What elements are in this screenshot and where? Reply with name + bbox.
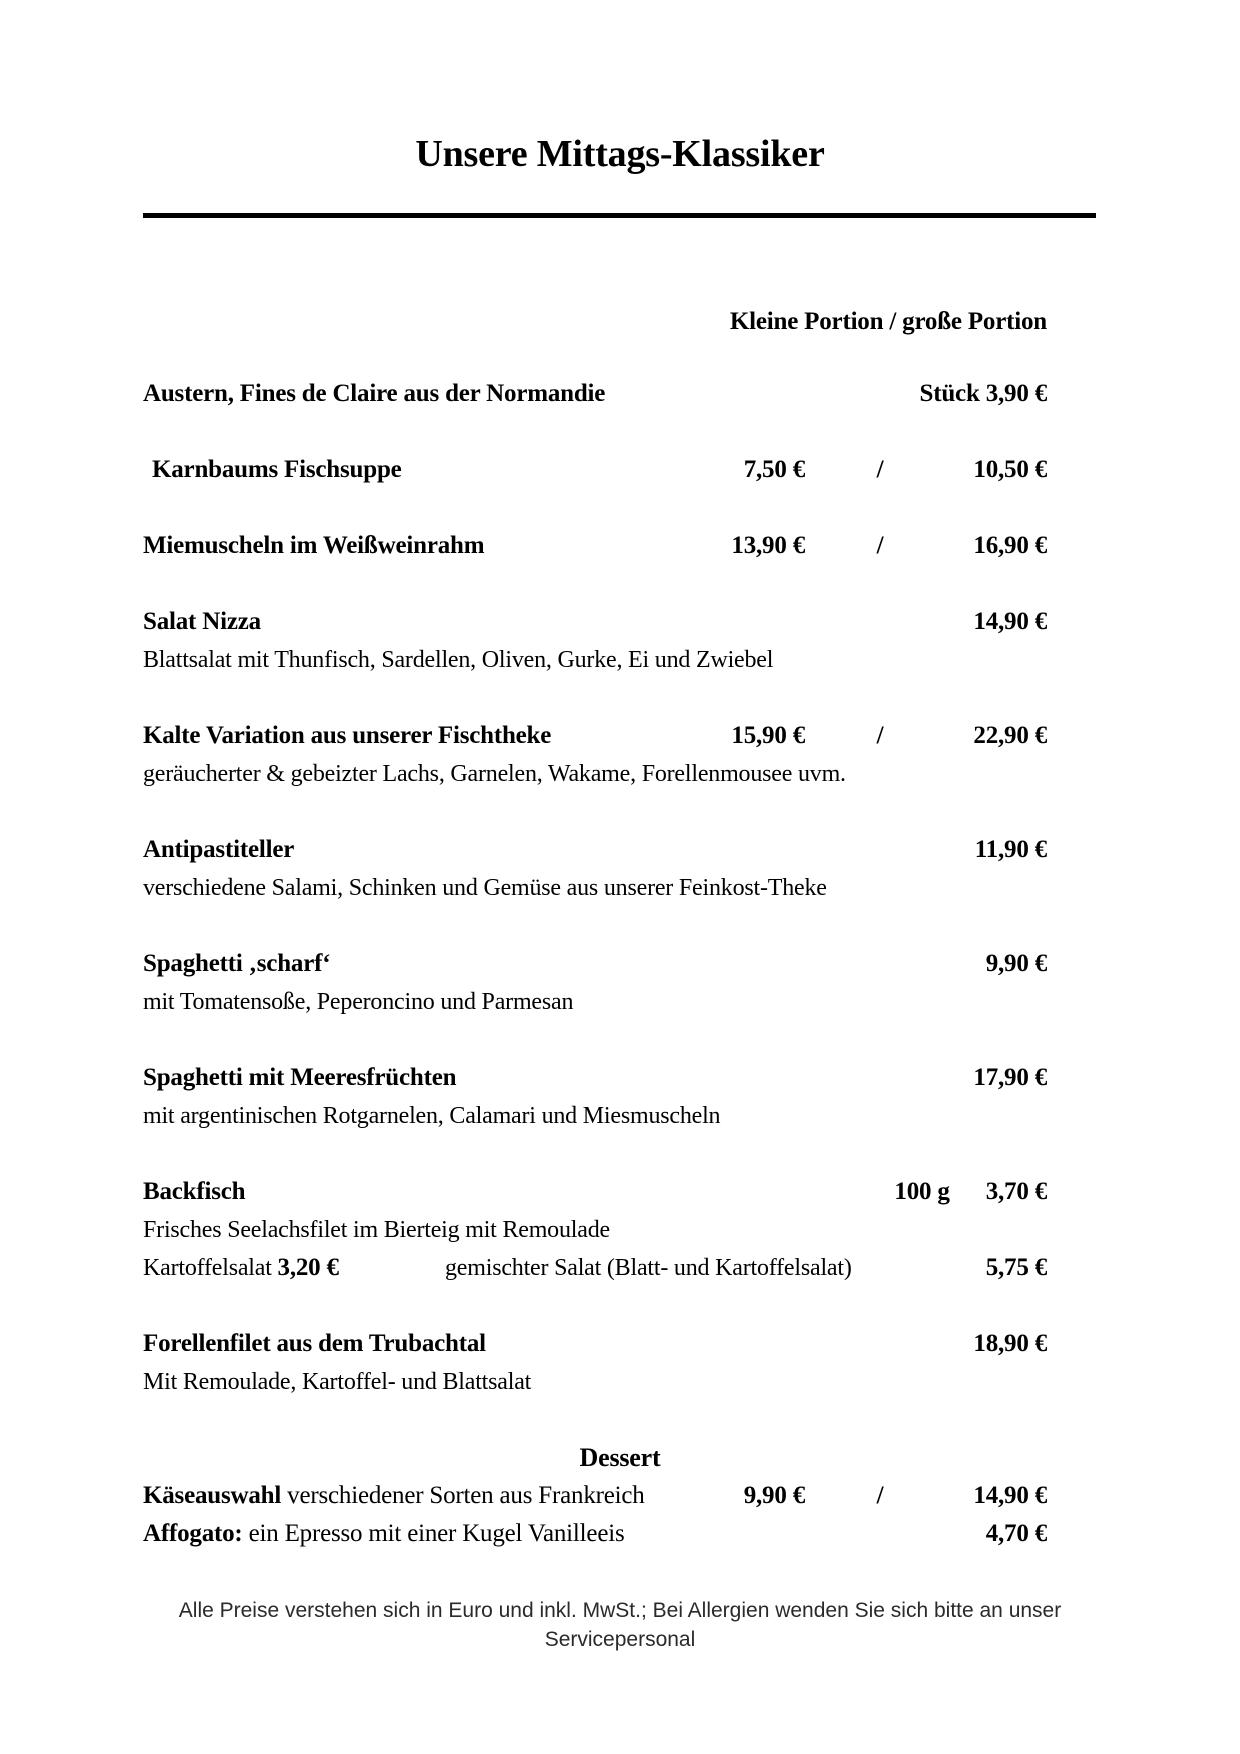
item-price-large: 14,90 € (973, 1482, 1047, 1509)
portion-size-header: Kleine Portion / große Portion (729, 308, 1047, 335)
page-title: Unsere Mittags-Klassiker (415, 133, 825, 175)
item-price-small: 7,50 € (743, 456, 805, 483)
item-description: mit Tomatensoße, Peperoncino und Parmesan (143, 989, 574, 1015)
item-description: geräucherter & gebeizter Lachs, Garnelen, Wakame, Forellenmousee uvm. (143, 761, 846, 787)
dessert-header: Dessert (579, 1443, 661, 1472)
menu-content (143, 303, 1047, 1553)
item-description: verschiedene Salami, Schinken und Gemüse aus unserer Feinkost-Theke (143, 875, 827, 901)
footer-line-1: Alle Preise verstehen sich in Euro und inkl. MwSt.; Bei Allergien wenden Sie sich bitte an unser (178, 1599, 1062, 1622)
item-price-value: 3,70 € (985, 1178, 1047, 1205)
menu-item-row (143, 451, 1047, 489)
side-option-middle: gemischter Salat (Blatt- und Kartoffelsalat) (445, 1255, 852, 1281)
side-price: 3,20 € (277, 1254, 339, 1281)
menu-item-row (143, 1325, 1047, 1363)
menu-item-row (143, 831, 1047, 869)
menu-item-row (143, 527, 1047, 565)
price-separator: / (876, 532, 884, 559)
item-price (685, 1173, 1047, 1211)
price-separator: / (876, 456, 884, 483)
side-name: Kartoffelsalat (143, 1255, 272, 1281)
item-price-small: 13,90 € (731, 532, 805, 559)
item-price-large: 22,90 € (973, 722, 1047, 749)
item-name: Spaghetti ‚scharf‘ (143, 950, 331, 977)
title-divider (143, 213, 1096, 218)
menu-item (143, 603, 1047, 679)
side-price-right: 5,75 € (985, 1254, 1047, 1281)
item-description: Mit Remoulade, Kartoffel- und Blattsalat (143, 1369, 532, 1395)
item-name: Karnbaums Fischsuppe (152, 456, 402, 483)
menu-item (143, 375, 1047, 413)
item-price: 18,90 € (973, 1330, 1047, 1357)
item-price-small: 9,90 € (743, 1482, 805, 1509)
menu-item (143, 945, 1047, 1021)
item-price: 17,90 € (973, 1064, 1047, 1091)
item-description: mit argentinischen Rotgarnelen, Calamari und Miesmuscheln (143, 1103, 721, 1129)
menu-item-row (143, 375, 1047, 413)
item-price: 11,90 € (974, 836, 1047, 863)
menu-item-row (143, 603, 1047, 641)
item-price-large: 10,50 € (973, 456, 1047, 483)
item-price: 4,70 € (985, 1520, 1047, 1547)
item-name-rest: verschiedener Sorten aus Frankreich (281, 1482, 645, 1509)
item-name: Antipastiteller (143, 836, 295, 863)
item-name: Kalte Variation aus unserer Fischtheke (143, 722, 552, 749)
item-price: Stück 3,90 € (919, 380, 1047, 407)
item-price-large: 16,90 € (973, 532, 1047, 559)
item-price-small: 15,90 € (731, 722, 805, 749)
item-name: Forellenfilet aus dem Trubachtal (143, 1330, 486, 1357)
price-separator: / (876, 722, 884, 749)
price-separator: / (876, 1482, 884, 1509)
item-price: 9,90 € (985, 950, 1047, 977)
item-description: Blattsalat mit Thunfisch, Sardellen, Oliven, Gurke, Ei und Zwiebel (143, 647, 774, 673)
menu-item (143, 831, 1047, 907)
menu-item-row (143, 945, 1047, 983)
dessert-section (143, 1439, 1047, 1553)
item-name-rest: ein Epresso mit einer Kugel Vanilleeis (242, 1520, 625, 1547)
item-name (143, 1515, 685, 1553)
menu-item-row (143, 1477, 1047, 1515)
menu-item (143, 451, 1047, 489)
menu-item (143, 717, 1047, 793)
menu-item (143, 1173, 1047, 1287)
menu-item-row (143, 717, 1047, 755)
menu-item (143, 527, 1047, 565)
item-name: Salat Nizza (143, 608, 261, 635)
item-sides-row (143, 1249, 1047, 1287)
side-option-left (143, 1249, 445, 1287)
item-name: Austern, Fines de Claire aus der Normandie (143, 380, 606, 407)
item-name (143, 1477, 685, 1515)
item-name: Spaghetti mit Meeresfrüchten (143, 1064, 457, 1091)
menu-item (143, 1059, 1047, 1135)
menu-item (143, 1325, 1047, 1401)
item-name: Backfisch (143, 1178, 246, 1205)
item-price: 14,90 € (973, 608, 1047, 635)
footer-line-2: Servicepersonal (544, 1628, 696, 1651)
item-name-bold: Affogato: (143, 1520, 243, 1547)
footer-note (0, 1596, 1240, 1654)
item-description: Frisches Seelachsfilet im Bierteig mit Remoulade (143, 1217, 610, 1243)
item-name: Miemuscheln im Weißweinrahm (143, 532, 485, 559)
menu-item-row (143, 1059, 1047, 1097)
item-unit: 100 g (894, 1178, 950, 1205)
menu-item-row (143, 1173, 1047, 1211)
menu-item-row (143, 1515, 1047, 1553)
item-name-bold: Käseauswahl (143, 1482, 282, 1509)
